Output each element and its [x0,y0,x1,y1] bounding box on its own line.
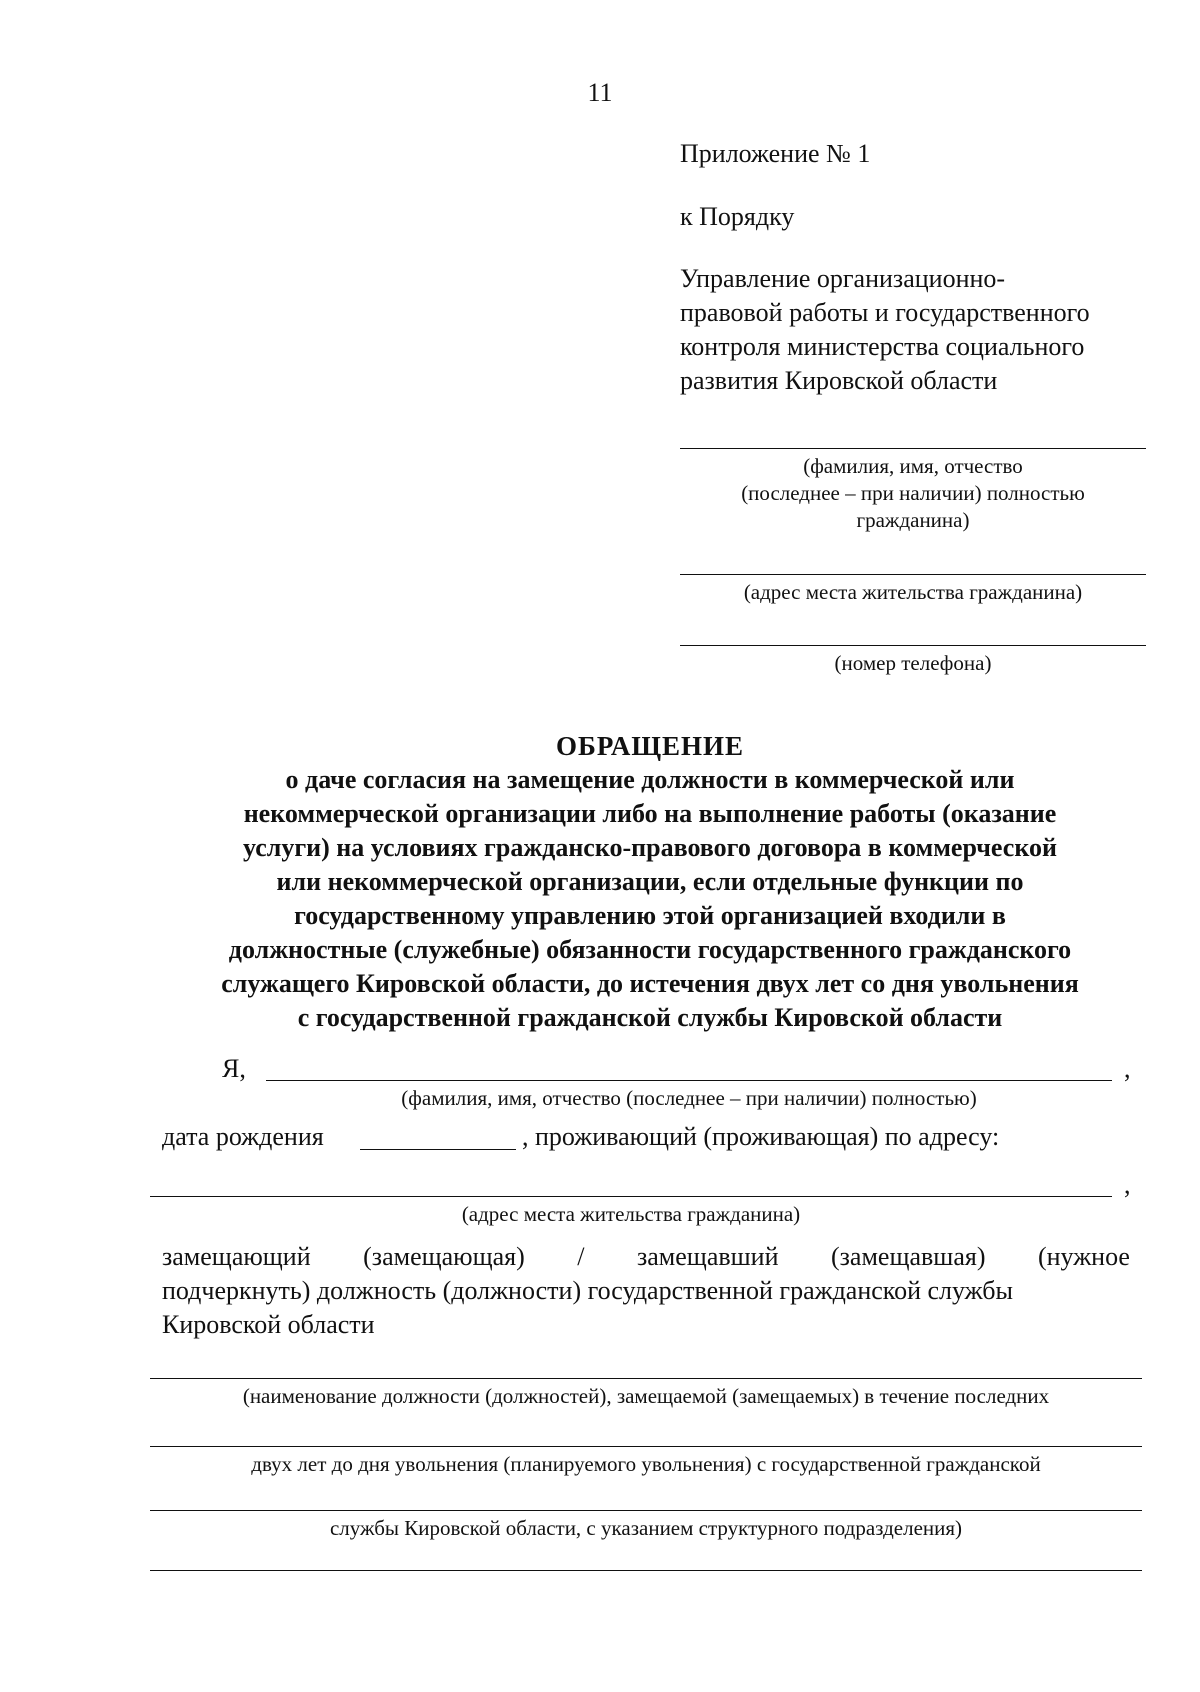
position-word: (замещающая) [363,1242,525,1271]
birth-date-label: дата рождения [162,1122,324,1151]
applicant-name-line[interactable] [680,448,1146,449]
title-line: с государственной гражданской службы Кировской области [297,1003,1003,1032]
to-order-label: к Порядку [680,202,795,231]
position-name-caption: службы Кировской области, с указанием структурного подразделения) [329,1516,963,1540]
addressee [680,262,1150,398]
addressee-line: правовой работы и государственного [680,298,1090,327]
applicant-phone-caption: (номер телефона) [834,651,992,675]
title-line: услуги) на условиях гражданско-правового договора в коммерческой [243,833,1057,862]
position-name-line[interactable] [150,1378,1142,1379]
residing-text: , проживающий (проживающая) по адресу: [522,1122,1000,1151]
ya-label: Я, [222,1054,246,1083]
position-name-line[interactable] [150,1510,1142,1511]
position-word: (замещавшая) [831,1242,986,1271]
position-name-line[interactable] [150,1570,1142,1571]
title-line: о даче согласия на замещение должности в коммерческой или [285,765,1015,794]
addressee-line: контроля министерства социального [680,332,1085,361]
position-word: / [577,1242,585,1271]
position-name-caption: (наименование должности (должностей), замещаемой (замещаемых) в течение последних [242,1384,1050,1408]
position-word: замещавший [637,1242,779,1271]
title-line: служащего Кировской области, до истечения двух лет со дня увольнения [221,969,1079,998]
caption-line: (фамилия, имя, отчество [803,454,1023,478]
comma: , [1124,1170,1131,1199]
position-line-3: Кировской области [162,1310,375,1339]
applicant-address-caption: (адрес места жительства гражданина) [743,580,1083,604]
addressee-line: Управление организационно- [680,264,1006,293]
position-word: (нужное [1037,1242,1130,1271]
position-line-1 [162,1240,1130,1274]
residence-address-line[interactable] [150,1196,1112,1197]
position-name-line[interactable] [150,1446,1142,1447]
title-line: должностные (служебные) обязанности государственного гражданского [228,935,1072,964]
applicant-name-caption [680,453,1146,534]
caption-line: (последнее – при наличии) полностью [741,481,1085,505]
full-name-line[interactable] [266,1080,1112,1081]
title-main: ОБРАЩЕНИЕ [555,731,745,761]
full-name-caption: (фамилия, имя, отчество (последнее – при наличии) полностью) [401,1086,977,1110]
title-line: или некоммерческой организации, если отдельные функции по [276,867,1024,896]
document-title [150,729,1150,1035]
title-line: некоммерческой организации либо на выполнение работы (оказание [243,799,1057,828]
position-name-caption: двух лет до дня увольнения (планируемого увольнения) с государственной гражданской [251,1452,1041,1476]
applicant-phone-line[interactable] [680,645,1146,646]
position-line-2: подчеркнуть) должность (должности) государственной гражданской службы [162,1276,1014,1305]
position-word: замещающий [162,1242,311,1271]
comma: , [1124,1054,1131,1083]
page-number: 11 [587,78,613,107]
birth-date-field[interactable] [360,1149,516,1150]
caption-line: гражданина) [856,508,970,532]
addressee-line: развития Кировской области [680,366,998,395]
title-line: государственному управлению этой организацией входили в [294,901,1006,930]
appendix-label: Приложение № 1 [680,139,871,168]
residence-address-caption: (адрес места жительства гражданина) [461,1202,801,1226]
applicant-address-line[interactable] [680,574,1146,575]
